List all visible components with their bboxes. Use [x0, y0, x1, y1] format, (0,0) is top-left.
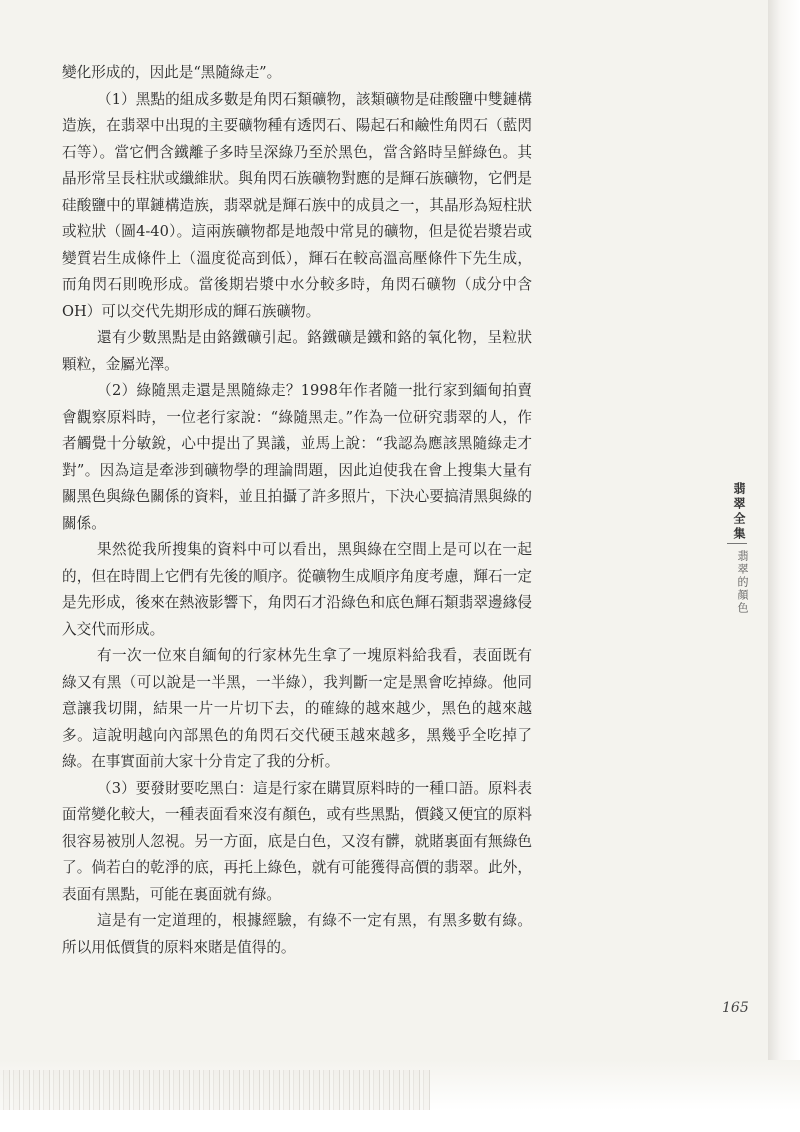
paragraph-black-white: （3）要發財要吃黑白：這是行家在購買原料時的一種口語。原料表面常變化較大，一種表面看來沒有顏色，或有些黑點，價錢又便宜的原料很容易被別人忽視。另一方面，底是白色，又沒有髒，就賭裏面有無綠色了。倘若白的乾淨的底，再托上綠色，就有可能獲得高價的翡翠。此外，表面有黑點，可能在裏面就有綠。	[62, 779, 532, 903]
running-head-book-title: 翡翠全集	[732, 482, 746, 542]
paragraph-sequence: 果然從我所搜集的資料中可以看出，黑與綠在空間上是可以在一起的，但在時間上它們有先後的順序。從礦物生成順序角度考慮，輝石一定是先形成，後來在熱液影響下，角閃石才沿綠色和底色輝石類翡翠邊緣侵入交代而形成。	[62, 541, 532, 638]
running-head-chapter: 翡翠的顏色	[736, 550, 749, 615]
paragraph-continuation: 變化形成的，因此是“黑隨綠走”。	[62, 64, 282, 81]
body-text	[62, 60, 532, 961]
page-number: 165	[722, 1000, 749, 1016]
paragraph-anecdote: 有一次一位來自緬甸的行家林先生拿了一塊原料給我看，表面既有綠又有黑（可以說是一半黑，一半綠），我判斷一定是黑會吃掉綠。他同意讓我切開，結果一片一片切下去，的確綠的越來越少，黑色的越來越多。這說明越向內部黑色的角閃石交代硬玉越來越多，黑幾乎全吃掉了綠。在事實面前大家十分肯定了我的分析。	[62, 647, 532, 770]
paragraph-chromite: 還有少數黑點是由鉻鐵礦引起。鉻鐵礦是鐵和鉻的氧化物，呈粒狀顆粒，金屬光澤。	[62, 329, 532, 373]
running-head-divider	[727, 543, 747, 544]
page-right-edge	[768, 0, 800, 1132]
paragraph-green-follows-black: （2）綠隨黑走還是黑隨綠走？1998年作者隨一批行家到緬甸拍賣會觀察原料時，一位老行家說：“綠隨黑走。”作為一位研究翡翠的人，作者觸覺十分敏銳，心中提出了異議，並馬上說：“我認為應該黑隨綠走才對”。因為這是牽涉到礦物學的理論問題，因此迫使我在會上搜集大量有關黑色與綠色關係的資料，並且拍攝了許多照片，下決心要搞清黑與綠的關係。	[62, 382, 532, 532]
paragraph-conclusion: 這是有一定道理的，根據經驗，有綠不一定有黑，有黑多數有綠。所以用低價貨的原料來賭是值得的。	[62, 912, 532, 956]
paragraph-black-dots-composition: （1）黑點的組成多數是角閃石類礦物，該類礦物是硅酸鹽中雙鏈構造族，在翡翠中出現的主要礦物種有透閃石、陽起石和鹼性角閃石（藍閃石等）。當它們含鐵離子多時呈深綠乃至於黑色，當含鉻時呈鮮綠色。其晶形常呈長柱狀或纖維狀。與角閃石族礦物對應的是輝石族礦物，它們是硅酸鹽中的單鏈構造族，翡翠就是輝石族中的成員之一，其晶形為短柱狀或粒狀（圖4-40）。這兩族礦物都是地殼中常見的礦物，但是從岩漿岩或變質岩生成條件上（溫度從高到低），輝石在較高溫高壓條件下先生成，而角閃石則晚形成。當後期岩漿中水分較多時，角閃石礦物（成分中含OH）可以交代先期形成的輝石族礦物。	[62, 90, 532, 320]
scan-artifact-strip	[0, 1070, 430, 1110]
